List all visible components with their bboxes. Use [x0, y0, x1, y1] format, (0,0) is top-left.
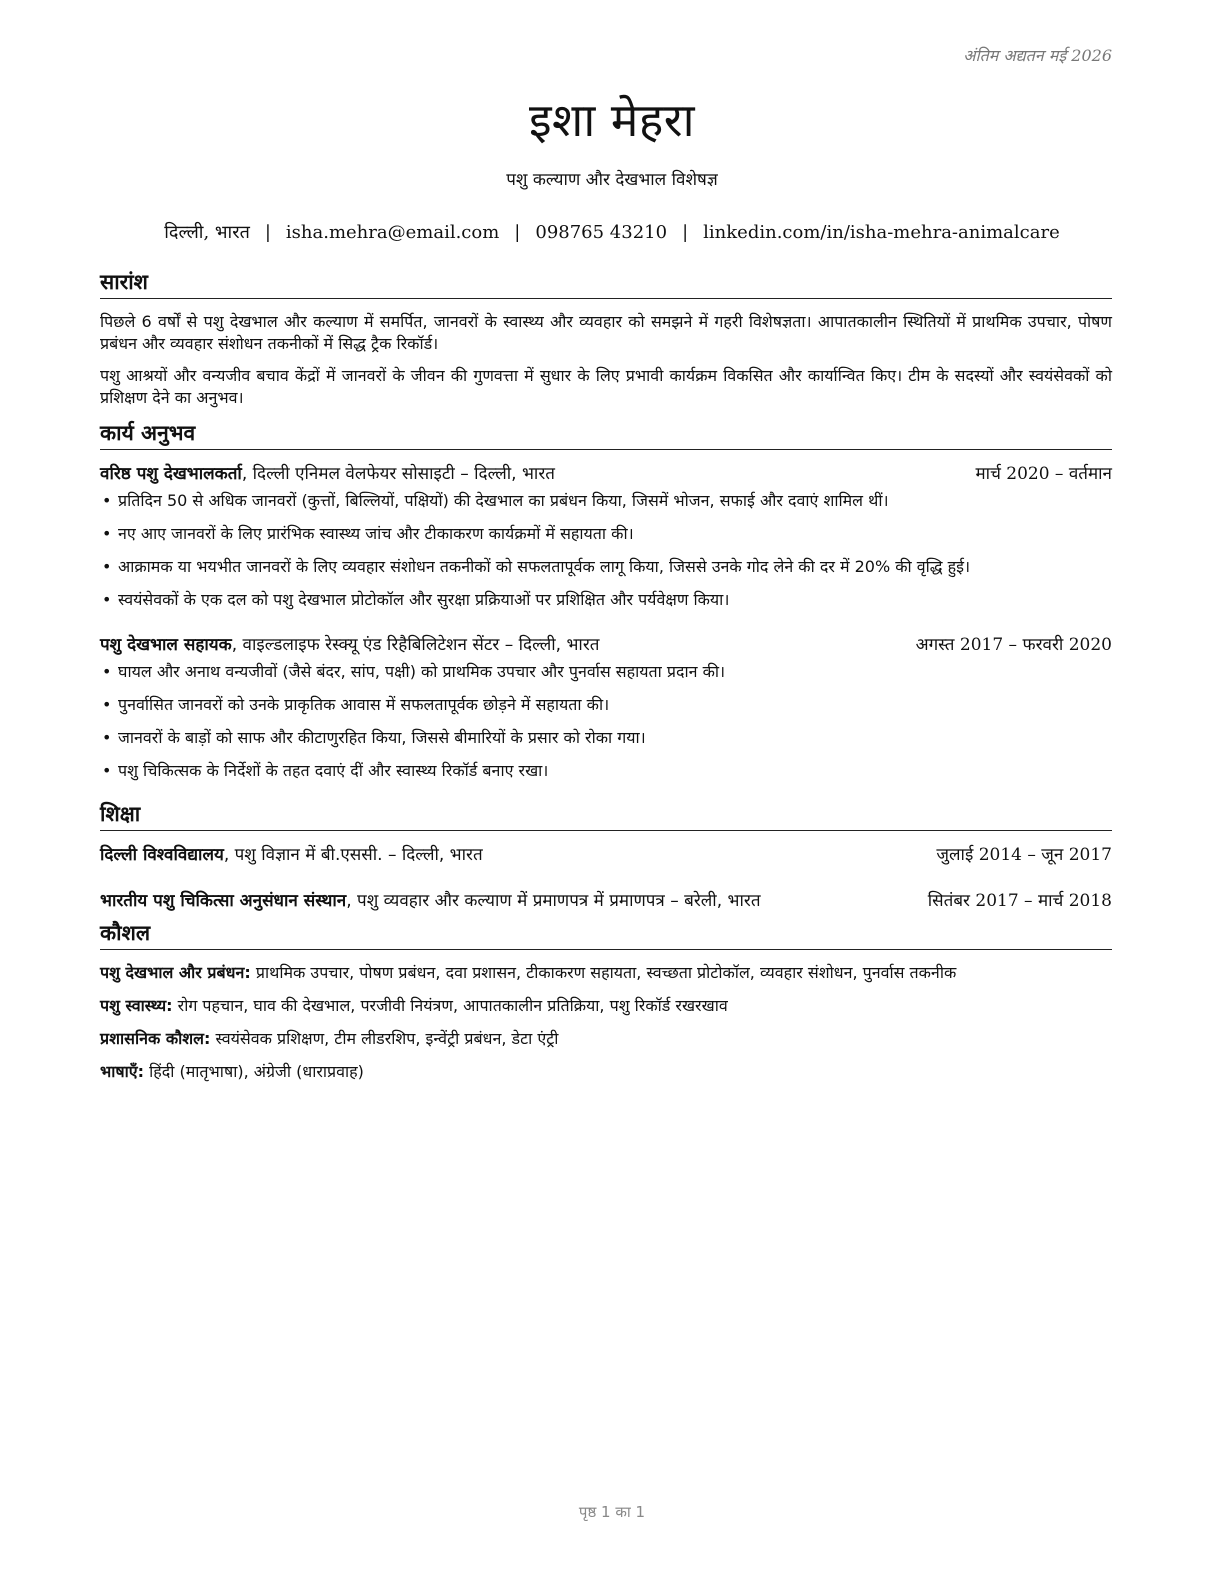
job-date: अगस्त 2017 – फरवरी 2020 — [915, 635, 1112, 655]
page-number: पृष्ठ 1 का 1 — [578, 1503, 646, 1521]
contact-email[interactable]: isha.mehra@email.com — [285, 222, 500, 243]
education-detail: , पशु व्यवहार और कल्याण में प्रमाणपत्र में प्रमाणपत्र – बरेली, भारत — [346, 891, 761, 911]
contact-line — [0, 220, 1224, 244]
education-date: जुलाई 2014 – जून 2017 — [936, 845, 1112, 865]
skills-label: प्रशासनिक कौशल: — [100, 1029, 211, 1048]
bullet-icon: • — [102, 695, 112, 714]
summary-section — [100, 268, 1112, 409]
bullet-icon: • — [102, 590, 112, 609]
bullet-text: प्रतिदिन 50 से अधिक जानवरों (कुत्तों, बिल्लियों, पक्षियों) की देखभाल का प्रबंधन किया, जिसमें भोजन, सफाई और दवाएं शामिल थीं। — [118, 491, 889, 510]
skills-value: हिंदी (मातृभाषा), अंग्रेजी (धाराप्रवाह) — [144, 1062, 364, 1081]
job-role-line — [100, 633, 599, 657]
contact-linkedin[interactable]: linkedin.com/in/isha-mehra-animalcare — [703, 222, 1060, 243]
contact-separator: | — [264, 222, 271, 243]
summary-paragraph: पिछले 6 वर्षों से पशु देखभाल और कल्याण में समर्पित, जानवरों के स्वास्थ्य और व्यवहार को समझने में गहरी विशेषज्ञता। आपातकालीन स्थितियों में प्राथमिक उपचार, पोषण प्रबंधन और व्यवहार संशोधन तकनीकों में सिद्ध ट्रैक रिकॉर्ड। — [100, 312, 1112, 353]
skills-value: रोग पहचान, घाव की देखभाल, परजीवी नियंत्रण, आपातकालीन प्रतिक्रिया, पशु रिकॉर्ड रखरखाव — [172, 996, 728, 1015]
bullet-text: नए आए जानवरों के लिए प्रारंभिक स्वास्थ्य जांच और टीकाकरण कार्यक्रमों में सहायता की। — [118, 524, 634, 543]
list-item — [100, 556, 1112, 578]
skills-line — [100, 1028, 1112, 1050]
education-entry — [100, 889, 1112, 913]
bullet-text: आक्रामक या भयभीत जानवरों के लिए व्यवहार संशोधन तकनीकों को सफलतापूर्वक लागू किया, जिससे उनके गोद लेने की दर में 20% की वृद्धि हुई। — [118, 557, 971, 576]
job-role-line — [100, 462, 555, 486]
job-header — [100, 462, 1112, 486]
bullet-icon: • — [102, 761, 112, 780]
resume-content — [100, 268, 1112, 1094]
bullet-icon: • — [102, 491, 112, 510]
skills-section — [100, 919, 1112, 1083]
education-entry — [100, 843, 1112, 867]
job-role: पशु देखभाल सहायक — [100, 635, 232, 655]
skills-value: स्वयंसेवक प्रशिक्षण, टीम लीडरशिप, इन्वेंट्री प्रबंधन, डेटा एंट्री — [210, 1029, 559, 1048]
list-item — [100, 589, 1112, 611]
bullet-icon: • — [102, 524, 112, 543]
contact-separator: | — [682, 222, 689, 243]
job-date: मार्च 2020 – वर्तमान — [975, 464, 1112, 484]
bullet-text: पशु चिकित्सक के निर्देशों के तहत दवाएं दीं और स्वास्थ्य रिकॉर्ड बनाए रखा। — [118, 761, 549, 780]
contact-location: दिल्ली, भारत — [164, 222, 250, 243]
summary-paragraph: पशु आश्रयों और वन्यजीव बचाव केंद्रों में जानवरों के जीवन की गुणवत्ता में सुधार के लिए प्रभावी कार्यक्रम विकसित और कार्यान्वित किए। टीम के सदस्यों और स्वयंसेवकों को प्रशिक्षण देने का अनुभव। — [100, 366, 1112, 407]
education-institution: भारतीय पशु चिकित्सा अनुसंधान संस्थान — [100, 891, 347, 911]
education-heading: शिक्षा — [100, 800, 1112, 831]
bullet-text: घायल और अनाथ वन्यजीवों (जैसे बंदर, सांप, पक्षी) को प्राथमिक उपचार और पुनर्वास सहायता प्रदान की। — [118, 662, 726, 681]
education-line — [100, 889, 761, 913]
skills-label: भाषाएँ: — [100, 1062, 145, 1081]
skills-label: पशु स्वास्थ्य: — [100, 996, 173, 1015]
bullet-icon: • — [102, 662, 112, 681]
contact-phone: 098765 43210 — [535, 222, 668, 243]
job-org: , दिल्ली एनिमल वेलफेयर सोसाइटी – दिल्ली, भारत — [241, 464, 555, 484]
candidate-title: पशु कल्याण और देखभाल विशेषज्ञ — [506, 170, 718, 190]
bullet-text: जानवरों के बाड़ों को साफ और कीटाणुरहित किया, जिससे बीमारियों के प्रसार को रोका गया। — [118, 728, 646, 747]
skills-heading: कौशल — [100, 919, 1112, 950]
job-bullets — [100, 490, 1112, 611]
job-role: वरिष्ठ पशु देखभालकर्ता — [100, 464, 242, 484]
job-bullets — [100, 661, 1112, 782]
list-item — [100, 661, 1112, 683]
contact-separator: | — [514, 222, 521, 243]
job-entry — [100, 633, 1112, 782]
skills-line — [100, 995, 1112, 1017]
education-date: सितंबर 2017 – मार्च 2018 — [927, 891, 1112, 911]
job-entry — [100, 462, 1112, 611]
skills-line — [100, 1061, 1112, 1083]
summary-heading: सारांश — [100, 268, 1112, 299]
list-item — [100, 523, 1112, 545]
candidate-name: इशा मेहरा — [528, 93, 696, 147]
job-org: , वाइल्डलाइफ रेस्क्यू एंड रिहैबिलिटेशन सेंटर – दिल्ली, भारत — [231, 635, 600, 655]
education-institution: दिल्ली विश्वविद्यालय — [100, 845, 224, 865]
education-section — [100, 800, 1112, 913]
education-detail: , पशु विज्ञान में बी.एससी. – दिल्ली, भारत — [223, 845, 483, 865]
skills-label: पशु देखभाल और प्रबंधन: — [100, 963, 251, 982]
skills-line — [100, 962, 1112, 984]
experience-heading: कार्य अनुभव — [100, 419, 1112, 450]
list-item — [100, 694, 1112, 716]
list-item — [100, 727, 1112, 749]
bullet-text: स्वयंसेवकों के एक दल को पशु देखभाल प्रोटोकॉल और सुरक्षा प्रक्रियाओं पर प्रशिक्षित और पर्यवेक्षण किया। — [118, 590, 730, 609]
bullet-icon: • — [102, 728, 112, 747]
last-updated: अंतिम अद्यतन मई 2026 — [963, 46, 1112, 65]
skills-value: प्राथमिक उपचार, पोषण प्रबंधन, दवा प्रशासन, टीकाकरण सहायता, स्वच्छता प्रोटोकॉल, व्यवहार संशोधन, पुनर्वास तकनीक — [250, 963, 957, 982]
education-line — [100, 843, 483, 867]
experience-section — [100, 419, 1112, 782]
bullet-text: पुनर्वासित जानवरों को उनके प्राकृतिक आवास में सफलतापूर्वक छोड़ने में सहायता की। — [118, 695, 610, 714]
list-item — [100, 490, 1112, 512]
job-header — [100, 633, 1112, 657]
bullet-icon: • — [102, 557, 112, 576]
list-item — [100, 760, 1112, 782]
